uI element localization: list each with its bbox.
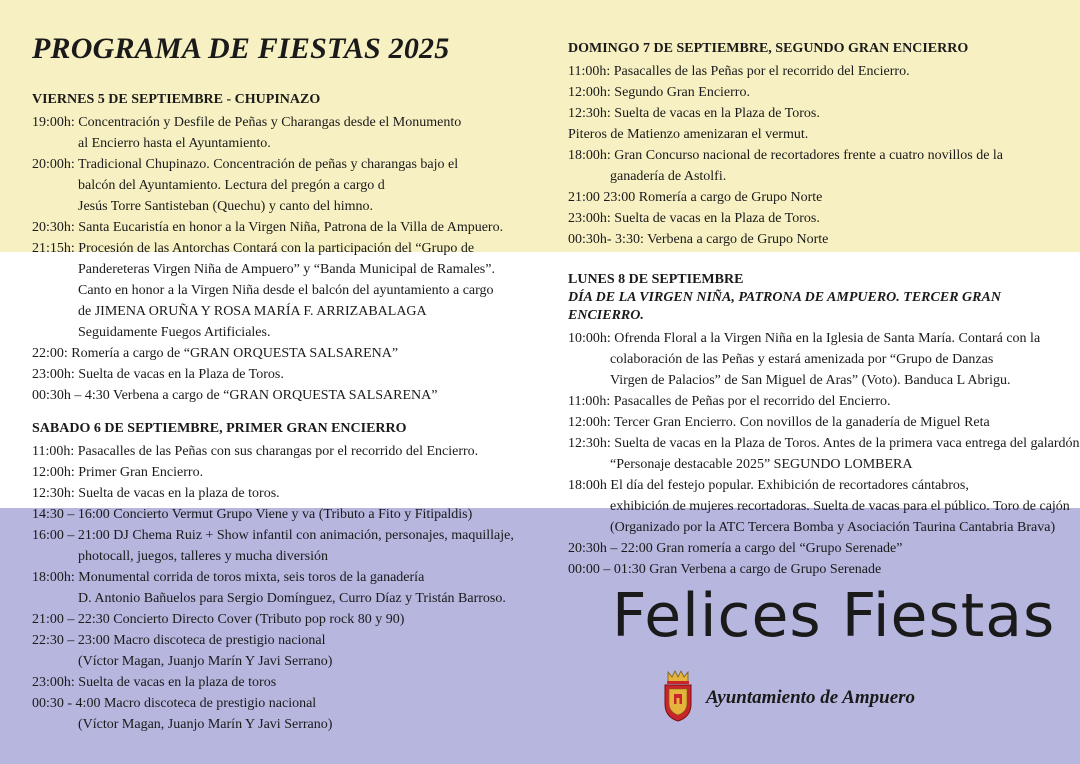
program-entry bbox=[568, 61, 1068, 82]
entry-continuation-line: exhibición de mujeres recortadoras. Suelta de vacas para el público. Toro de cajón bbox=[610, 499, 1070, 514]
program-entry bbox=[32, 672, 532, 693]
section-lunes bbox=[568, 271, 1080, 580]
entry-line: 12:30h: Suelta de vacas en la plaza de toros. bbox=[32, 486, 280, 501]
entry-continuation-line: (Víctor Magan, Juanjo Marín Y Javi Serrano) bbox=[78, 717, 333, 732]
program-entry bbox=[568, 559, 1068, 580]
section-heading: SABADO 6 DE SEPTIEMBRE, PRIMER GRAN ENCIERRO bbox=[32, 421, 407, 436]
program-entry bbox=[32, 630, 532, 672]
entry-continuation-line: D. Antonio Bañuelos para Sergio Domínguez, Curro Díaz y Tristán Barroso. bbox=[78, 591, 506, 606]
program-entry bbox=[568, 229, 1068, 250]
page-title: PROGRAMA DE FIESTAS 2025 bbox=[32, 32, 450, 65]
entry-line: 23:00h: Suelta de vacas en la Plaza de Toros. bbox=[568, 211, 820, 226]
program-entry bbox=[568, 538, 1068, 559]
entry-continuation-line: al Encierro hasta el Ayuntamiento. bbox=[78, 136, 271, 151]
entry-continuation-line: (Organizado por la ATC Tercera Bomba y Asociación Taurina Cantabria Brava) bbox=[610, 520, 1056, 535]
program-entry bbox=[32, 112, 532, 154]
section-heading: VIERNES 5 DE SEPTIEMBRE - CHUPINAZO bbox=[32, 92, 321, 107]
program-entry bbox=[32, 217, 532, 238]
program-entry bbox=[32, 504, 532, 525]
entry-line: 20:30h: Santa Eucaristía en honor a la Virgen Niña, Patrona de la Villa de Ampuero. bbox=[32, 220, 504, 235]
program-entry bbox=[32, 343, 532, 364]
program-entry bbox=[32, 238, 532, 343]
program-entry bbox=[32, 567, 532, 609]
program-entry bbox=[32, 483, 532, 504]
entry-line: Piteros de Matienzo amenizaran el vermut. bbox=[568, 127, 809, 142]
entry-line: 14:30 – 16:00 Concierto Vermut Grupo Viene y va (Tributo a Fito y Fitipaldis) bbox=[32, 507, 473, 522]
entry-continuation-line: Jesús Torre Santisteban (Quechu) y canto del himno. bbox=[78, 199, 374, 214]
entry-line: 12:00h: Segundo Gran Encierro. bbox=[568, 85, 750, 100]
entry-continuation-line: (Víctor Magan, Juanjo Marín Y Javi Serrano) bbox=[78, 654, 333, 669]
entry-line: 11:00h: Pasacalles de las Peñas con sus charangas por el recorrido del Encierro. bbox=[32, 444, 479, 459]
entry-continuation-line: Pandereteras Virgen Niña de Ampuero” y “Banda Municipal de Ramales”. bbox=[78, 262, 495, 277]
entry-line: 11:00h: Pasacalles de las Peñas por el recorrido del Encierro. bbox=[568, 64, 910, 79]
section-subheading: DÍA DE LA VIRGEN NIÑA, PATRONA DE AMPUERO. TERCER GRAN ENCIERRO. bbox=[568, 290, 1001, 323]
entry-line: 21:00 – 22:30 Concierto Directo Cover (Tributo pop rock 80 y 90) bbox=[32, 612, 405, 627]
program-entry bbox=[32, 385, 532, 406]
felices-fiestas-heading: Felices Fiestas bbox=[612, 581, 1056, 651]
section-domingo bbox=[568, 40, 1068, 250]
program-entry bbox=[568, 187, 1068, 208]
section-viernes bbox=[32, 91, 532, 406]
entry-line: 12:00h: Primer Gran Encierro. bbox=[32, 465, 204, 480]
section-sabado bbox=[32, 420, 532, 735]
entry-line: 00:30h- 3:30: Verbena a cargo de Grupo Norte bbox=[568, 232, 829, 247]
entry-continuation-line: colaboración de las Peñas y estará amenizada por “Grupo de Danzas bbox=[610, 352, 994, 367]
program-entry bbox=[568, 145, 1068, 187]
entry-line: 00:00 – 01:30 Gran Verbena a cargo de Grupo Serenade bbox=[568, 562, 882, 577]
program-entry bbox=[568, 103, 1068, 124]
program-entry bbox=[32, 525, 532, 567]
entry-continuation-line: “Personaje destacable 2025” SEGUNDO LOMBERA bbox=[610, 457, 913, 472]
program-entry bbox=[568, 475, 1068, 538]
entry-line: 18:00h El día del festejo popular. Exhibición de recortadores cántabros, bbox=[568, 478, 969, 493]
program-entry bbox=[568, 208, 1068, 229]
entry-continuation-line: de JIMENA ORUÑA Y ROSA MARÍA F. ARRIZABALAGA bbox=[78, 304, 427, 319]
entry-line: 00:30h – 4:30 Verbena a cargo de “GRAN ORQUESTA SALSARENA” bbox=[32, 388, 438, 403]
program-entry bbox=[568, 412, 1068, 433]
program-entry bbox=[568, 82, 1068, 103]
program-entry bbox=[32, 462, 532, 483]
entry-line: 22:30 – 23:00 Macro discoteca de prestigio nacional bbox=[32, 633, 326, 648]
entry-line: 11:00h: Pasacalles de Peñas por el recorrido del Encierro. bbox=[568, 394, 891, 409]
entry-line: 12:30h: Suelta de vacas en la Plaza de Toros. Antes de la primera vaca entrega del galardón bbox=[568, 436, 1080, 451]
program-entry bbox=[32, 609, 532, 630]
program-entry bbox=[32, 441, 532, 462]
entry-line: 18:00h: Monumental corrida de toros mixta, seis toros de la ganadería bbox=[32, 570, 425, 585]
entry-line: 16:00 – 21:00 DJ Chema Ruiz + Show infantil con animación, personajes, maquillaje, bbox=[32, 528, 514, 543]
entry-line: 22:00: Romería a cargo de “GRAN ORQUESTA SALSARENA” bbox=[32, 346, 399, 361]
program-entry bbox=[32, 364, 532, 385]
entry-line: 19:00h: Concentración y Desfile de Peñas y Charangas desde el Monumento bbox=[32, 115, 462, 130]
ayuntamiento-coat-of-arms-icon bbox=[662, 670, 694, 722]
program-entry bbox=[568, 391, 1068, 412]
ayuntamiento-signature: Ayuntamiento de Ampuero bbox=[706, 687, 916, 708]
entry-line: 23:00h: Suelta de vacas en la plaza de toros bbox=[32, 675, 277, 690]
program-entry bbox=[32, 693, 532, 735]
entry-continuation-line: balcón del Ayuntamiento. Lectura del pregón a cargo d bbox=[78, 178, 385, 193]
entry-line: 23:00h: Suelta de vacas en la Plaza de Toros. bbox=[32, 367, 284, 382]
entry-continuation-line: Canto en honor a la Virgen Niña desde el balcón del ayuntamiento a cargo bbox=[78, 283, 494, 298]
entry-line: 12:30h: Suelta de vacas en la Plaza de Toros. bbox=[568, 106, 820, 121]
entry-line: 20:30h – 22:00 Gran romería a cargo del “Grupo Serenade” bbox=[568, 541, 903, 556]
entry-continuation-line: ganadería de Astolfi. bbox=[610, 169, 727, 184]
entry-continuation-line: Virgen de Palacios” de San Miguel de Aras” (Voto). Banduca L Abrigu. bbox=[610, 373, 1011, 388]
program-entry bbox=[32, 154, 532, 217]
entry-continuation-line: photocall, juegos, talleres y mucha diversión bbox=[78, 549, 328, 564]
entry-line: 18:00h: Gran Concurso nacional de recortadores frente a cuatro novillos de la bbox=[568, 148, 1004, 163]
entry-line: 20:00h: Tradicional Chupinazo. Concentración de peñas y charangas bajo el bbox=[32, 157, 459, 172]
entry-line: 21:15h: Procesión de las Antorchas Contará con la participación del “Grupo de bbox=[32, 241, 475, 256]
section-heading: DOMINGO 7 DE SEPTIEMBRE, SEGUNDO GRAN ENCIERRO bbox=[568, 41, 969, 56]
entry-line: 12:00h: Tercer Gran Encierro. Con novillos de la ganadería de Miguel Reta bbox=[568, 415, 990, 430]
program-entry bbox=[568, 433, 1080, 475]
program-entry bbox=[568, 328, 1068, 391]
entry-line: 00:30 - 4:00 Macro discoteca de prestigio nacional bbox=[32, 696, 317, 711]
program-entry bbox=[568, 124, 1068, 145]
entry-line: 10:00h: Ofrenda Floral a la Virgen Niña en la Iglesia de Santa María. Contará con la bbox=[568, 331, 1041, 346]
entry-continuation-line: Seguidamente Fuegos Artificiales. bbox=[78, 325, 271, 340]
section-heading: LUNES 8 DE SEPTIEMBRE bbox=[568, 272, 744, 287]
entry-line: 21:00 23:00 Romería a cargo de Grupo Norte bbox=[568, 190, 823, 205]
